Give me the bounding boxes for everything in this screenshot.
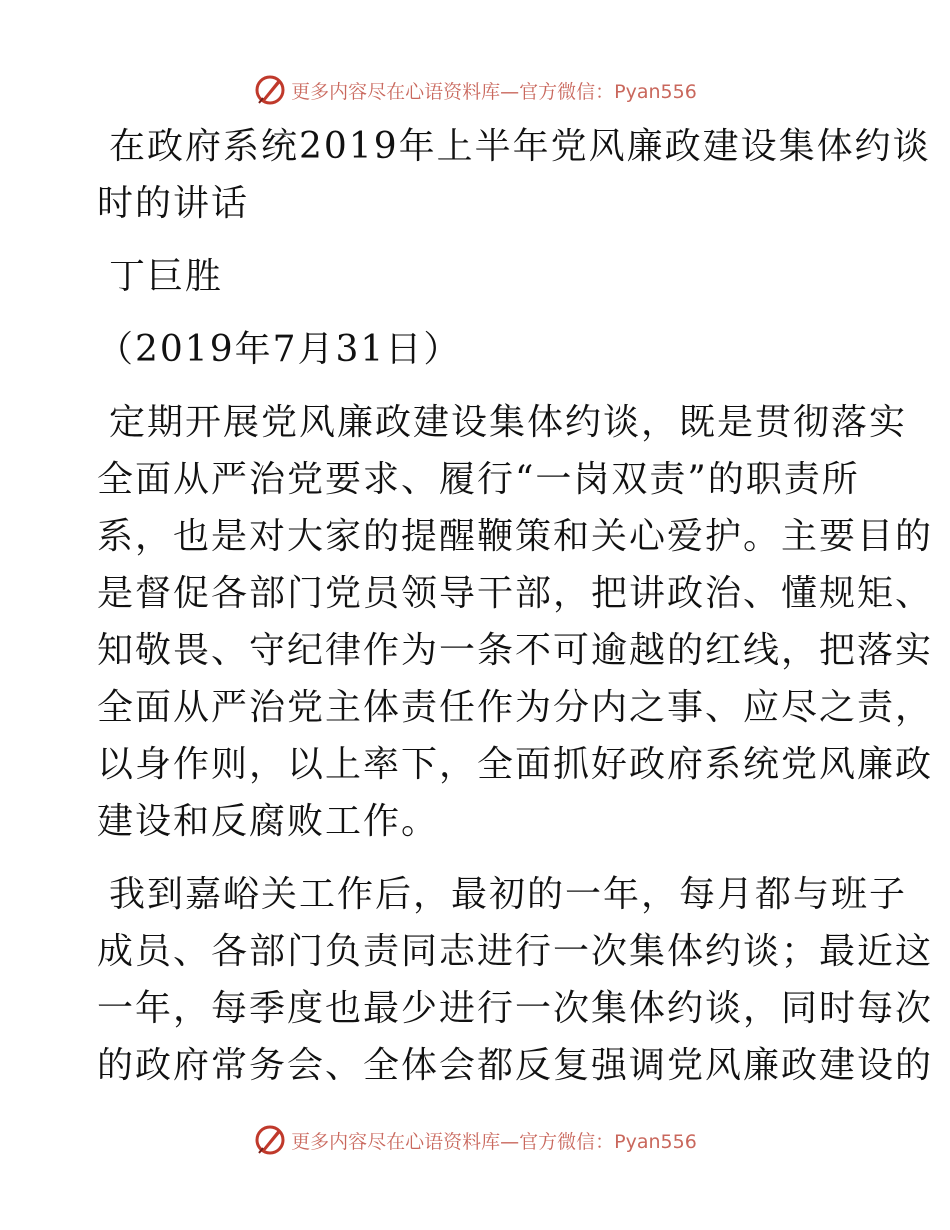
red-quill-pen-emblem-icon <box>253 73 287 107</box>
paragraph-line: 以身作则，以上率下，全面抓好政府系统党风廉政 <box>97 744 934 785</box>
watermark-header <box>0 70 950 110</box>
paragraph-1 <box>97 394 934 850</box>
red-quill-pen-emblem-icon <box>253 1123 287 1157</box>
watermark-text: 更多内容尽在心语资料库—官方微信：Pyan556 <box>291 80 697 103</box>
paragraph-line: 定期开展党风廉政建设集体约谈，既是贯彻落实 <box>109 402 908 443</box>
paragraph-line: 成员、各部门负责同志进行一次集体约谈；最近这 <box>97 931 934 972</box>
document-date: （2019年7月31日） <box>97 329 462 370</box>
paragraph-line: 是督促各部门党员领导干部，把讲政治、懂规矩、 <box>97 573 934 614</box>
document-title-line: 在政府系统2019年上半年党风廉政建设集体约谈 <box>109 126 931 167</box>
document-body <box>97 118 934 1094</box>
paragraph-2 <box>97 866 934 1094</box>
paragraph-line: 知敬畏、守纪律作为一条不可逾越的红线，把落实 <box>97 630 934 671</box>
document-author: 丁巨胜 <box>109 256 224 297</box>
watermark-text: 更多内容尽在心语资料库—官方微信：Pyan556 <box>291 1130 697 1153</box>
paragraph-line: 的政府常务会、全体会都反复强调党风廉政建设的 <box>97 1045 934 1086</box>
paragraph-line: 一年，每季度也最少进行一次集体约谈，同时每次 <box>97 988 934 1029</box>
document-title-line: 时的讲话 <box>97 183 250 224</box>
paragraph-line: 全面从严治党主体责任作为分内之事、应尽之责， <box>97 687 934 728</box>
watermark-footer <box>0 1120 950 1160</box>
paragraph-line: 系，也是对大家的提醒鞭策和关心爱护。主要目的 <box>97 516 934 557</box>
paragraph-line: 全面从严治党要求、履行“一岗双责”的职责所 <box>97 459 860 500</box>
paragraph-line: 我到嘉峪关工作后，最初的一年，每月都与班子 <box>109 874 908 915</box>
paragraph-line: 建设和反腐败工作。 <box>97 801 440 842</box>
